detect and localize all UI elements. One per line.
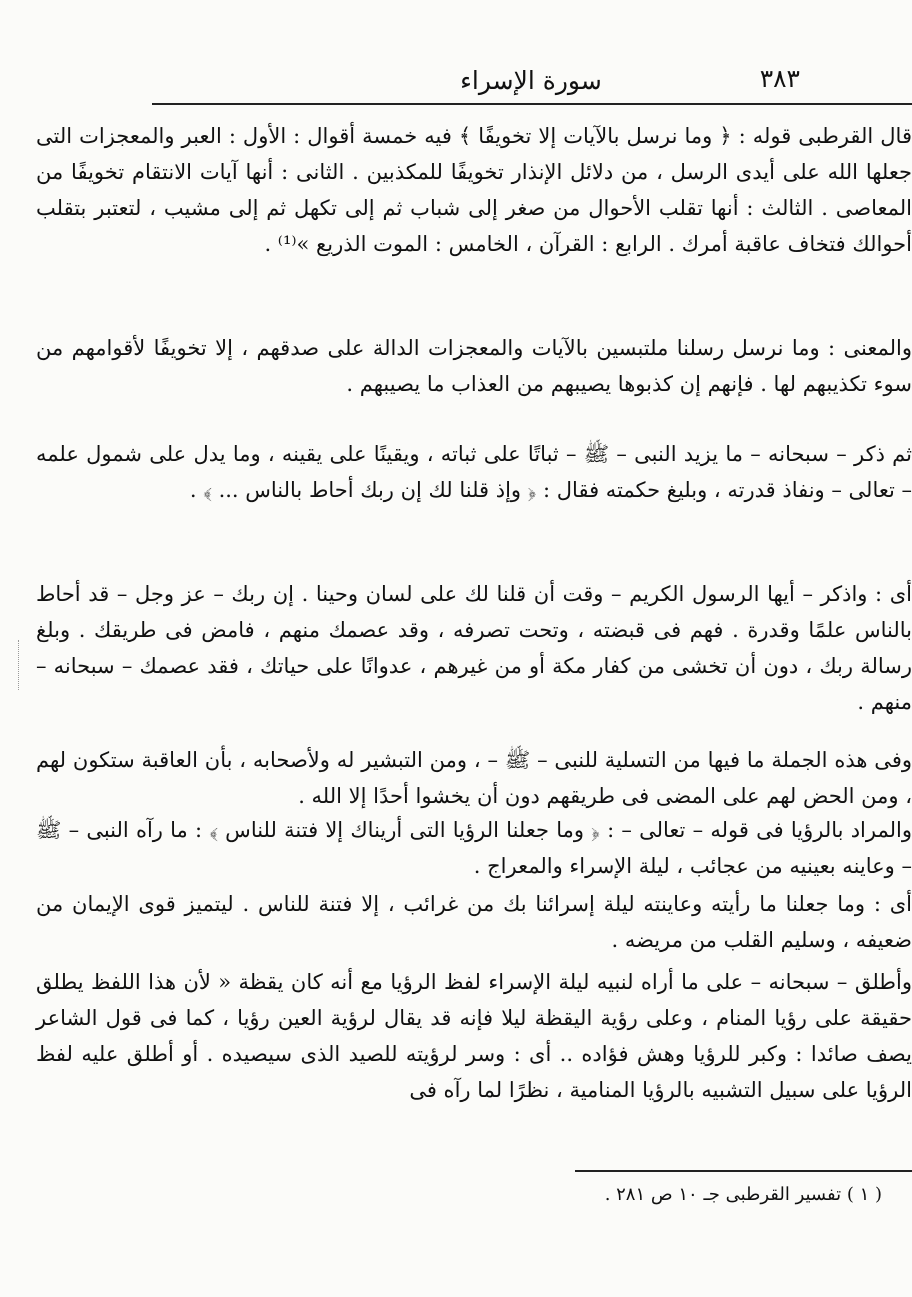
paragraph-vision-meaning: والمراد بالرؤيا فى قوله – تعالى – : ﴿ وما جعلنا الرؤيا التى أريناك إلا فتنة للناس ﴾ : ما رآه النبى – ﷺ – وعاينه بعينيه من عجائب ، ليلة الإسراء والمعراج .: [36, 818, 912, 878]
footnote-divider: [575, 1170, 912, 1172]
margin-mark: [18, 640, 21, 690]
footnote: ( ١ ) تفسير القرطبى جـ ١٠ ص ٢٨١ .: [604, 1184, 882, 1205]
surah-title: سورة الإسراء: [460, 66, 602, 95]
paragraph-trial: أى : وما جعلنا ما رأيته وعاينته ليلة إسرائنا بك من غرائب ، إلا فتنة للناس . ليتميز قوى الإيمان من ضعيفه ، وسليم القلب من مريضه .: [36, 892, 912, 952]
paragraph-meaning: والمعنى : وما نرسل رسلنا ملتبسين بالآيات والمعجزات الدالة على صدقهم ، إلا تخويفًا لأقوامهم من سوء تكذيبهم لها . فإنهم إن كذبوها يصيبهم من العذاب ما يصيبهم .: [36, 336, 912, 396]
page-number: ٣٨٣: [759, 64, 800, 93]
paragraph-qurtubi-quote: قال القرطبى قوله : ﴿ وما نرسل بالآيات إلا تخويفًا ﴾ فيه خمسة أقوال : الأول : العبر والمعجزات التى جعلها الله على أيدى الرسل ، من دلائل الإنذار تخويفًا للمكذبين . الثانى : أنها آيات الانتقام تخويفًا من المعاصى . الثالث : أنها تقلب الأحوال من صغر إلى شباب ثم إلى تكهل ثم إلى مشيب ، لتعتبر بتقلب أحوالك فتخاف عاقبة أمرك . الرابع : القرآن ، الخامس : الموت الذريع »⁽¹⁾ .: [36, 124, 912, 256]
paragraph-then-mentioned: ثم ذكر – سبحانه – ما يزيد النبى – ﷺ – ثباتًا على ثباته ، ويقينًا على يقينه ، وما يدل على شمول علمه – تعالى – ونفاذ قدرته ، وبليغ حكمته فقال : ﴿ وإذ قلنا لك إن ربك أحاط بالناس ... ﴾ .: [36, 442, 912, 502]
paragraph-consolation: وفى هذه الجملة ما فيها من التسلية للنبى – ﷺ – ، ومن التبشير له ولأصحابه ، بأن العاقبة ستكون لهم ، ومن الحض لهم على المضى فى طريقهم دون أن يخشوا أحدًا إلا الله .: [36, 748, 912, 808]
header-divider: [152, 103, 912, 105]
paragraph-explanation: أى : واذكر – أيها الرسول الكريم – وقت أن قلنا لك على لسان وحينا . إن ربك – عز وجل – قد أحاط بالناس علمًا وقدرة . فهم فى قبضته ، وتحت تصرفه ، وقد عصمك منهم ، فامض فى طريقك . وبلغ رسالة ربك ، دون أن تخشى من كفار مكة أو من غيرهم ، عدوانًا على حياتك ، فقد عصمك – سبحانه – منهم .: [36, 582, 912, 714]
paragraph-usage: وأطلق – سبحانه – على ما أراه لنبيه ليلة الإسراء لفظ الرؤيا مع أنه كان يقظة « لأن هذا اللفظ يطلق حقيقة على رؤيا المنام ، وعلى رؤية اليقظة ليلا فإنه قد يقال لرؤية العين رؤيا ، كما فى قول الشاعر يصف صائدا : وكبر للرؤيا وهش فؤاده .. أى : وسر لرؤيته للصيد الذى سيصيده . أو أطلق عليه لفظ الرؤيا على سبيل التشبيه بالرؤيا المنامية ، نظرًا لما رآه فى: [36, 970, 912, 1102]
page-header: [150, 60, 912, 100]
